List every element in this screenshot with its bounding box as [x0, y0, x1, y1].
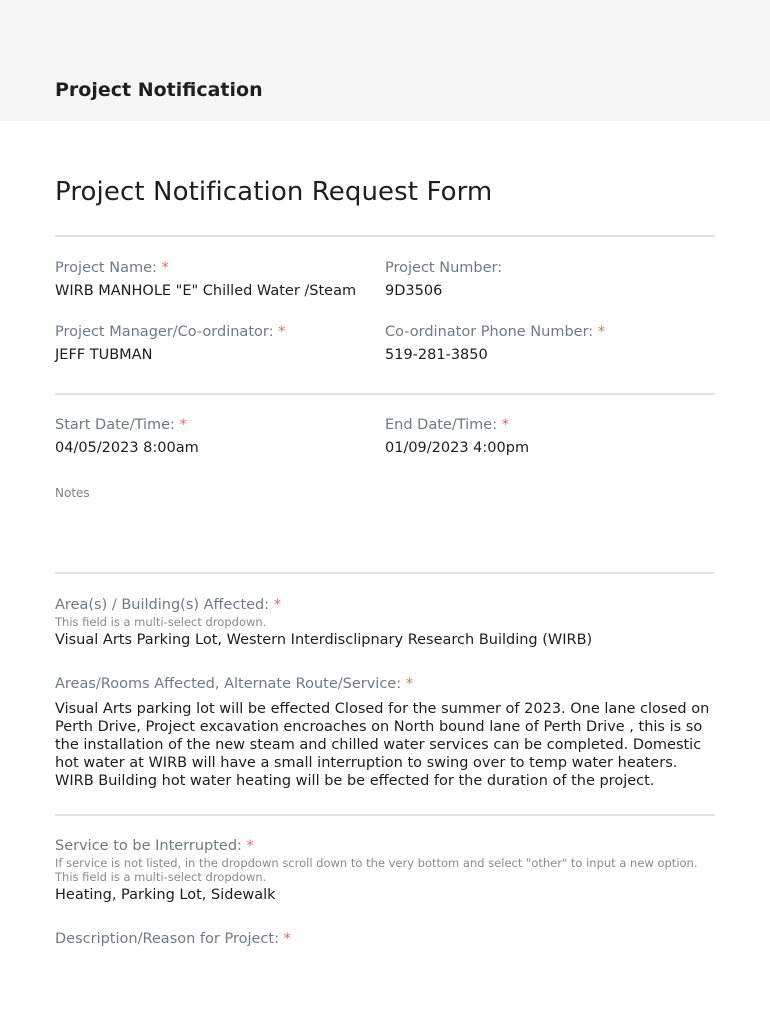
- coordinator-phone-label: Co-ordinator Phone Number: *: [385, 324, 606, 340]
- required-marker: *: [405, 676, 413, 692]
- required-marker: *: [501, 417, 509, 433]
- areas-rooms-field: [55, 676, 715, 790]
- project-manager-field: [55, 324, 285, 363]
- areas-buildings-field: [55, 597, 592, 648]
- start-datetime-field: [55, 417, 199, 456]
- areas-buildings-hint: This field is a multi-select dropdown.: [55, 615, 267, 629]
- start-datetime-label: Start Date/Time: *: [55, 417, 187, 433]
- divider: [55, 814, 715, 816]
- required-marker: *: [179, 417, 187, 433]
- project-name-field: [55, 260, 356, 299]
- header-title: Project Notification: [55, 79, 263, 101]
- coordinator-phone-value[interactable]: 519-281-3850: [385, 347, 488, 363]
- required-marker: *: [597, 324, 606, 340]
- form-title: Project Notification Request Form: [55, 177, 493, 207]
- required-marker: *: [283, 931, 291, 947]
- coordinator-phone-field: [385, 324, 605, 363]
- divider: [55, 235, 715, 237]
- required-marker: *: [278, 324, 286, 340]
- project-number-value[interactable]: 9D3506: [385, 283, 443, 299]
- project-manager-label: Project Manager/Co-ordinator: *: [55, 324, 286, 340]
- project-name-value[interactable]: WIRB MANHOLE "E" Chilled Water /Steam: [55, 283, 357, 299]
- areas-rooms-value[interactable]: Visual Arts parking lot will be effected Closed for the summer of 2023. One lane closed on Perth Drive, Project excavation encroaches on North bound lane of Perth Drive , this is so the installation of the new steam and chilled water services can be completed. Domestic hot water at WIRB will have a small interruption to swing over to temp water heaters. WIRB Building hot water heating will be be effected for the duration of the project.: [55, 701, 710, 789]
- service-interrupted-value[interactable]: Heating, Parking Lot, Sidewalk: [55, 887, 276, 903]
- end-datetime-field: [385, 417, 529, 456]
- project-number-field: [385, 260, 502, 299]
- required-marker: *: [273, 597, 281, 613]
- service-interrupted-hint-multiselect: This field is a multi-select dropdown.: [55, 870, 267, 884]
- areas-rooms-label: Areas/Rooms Affected, Alternate Route/Service: *: [55, 676, 413, 692]
- areas-buildings-label: Area(s) / Building(s) Affected: *: [55, 597, 281, 613]
- end-datetime-label: End Date/Time: *: [385, 417, 509, 433]
- divider: [55, 393, 715, 395]
- notes-field: [55, 486, 90, 500]
- project-number-label: Project Number:: [385, 260, 503, 276]
- notes-label: Notes: [55, 486, 90, 500]
- areas-buildings-value[interactable]: Visual Arts Parking Lot, Western Interdisclipnary Research Building (WIRB): [55, 632, 593, 648]
- required-marker: *: [246, 838, 254, 854]
- service-interrupted-label: Service to be Interrupted: *: [55, 838, 254, 854]
- service-interrupted-hint: If service is not listed, in the dropdown scroll down to the very bottom and select "other" to input a new option.: [55, 856, 698, 870]
- start-datetime-value[interactable]: 04/05/2023 8:00am: [55, 440, 199, 456]
- service-interrupted-field: [55, 838, 698, 903]
- divider: [55, 572, 715, 574]
- required-marker: *: [161, 260, 169, 276]
- end-datetime-value[interactable]: 01/09/2023 4:00pm: [385, 440, 530, 456]
- project-manager-value[interactable]: JEFF TUBMAN: [55, 347, 153, 363]
- description-label: Description/Reason for Project: *: [55, 931, 291, 947]
- description-field: [55, 931, 291, 947]
- project-name-label: Project Name: *: [55, 260, 169, 276]
- page-header: [0, 0, 770, 121]
